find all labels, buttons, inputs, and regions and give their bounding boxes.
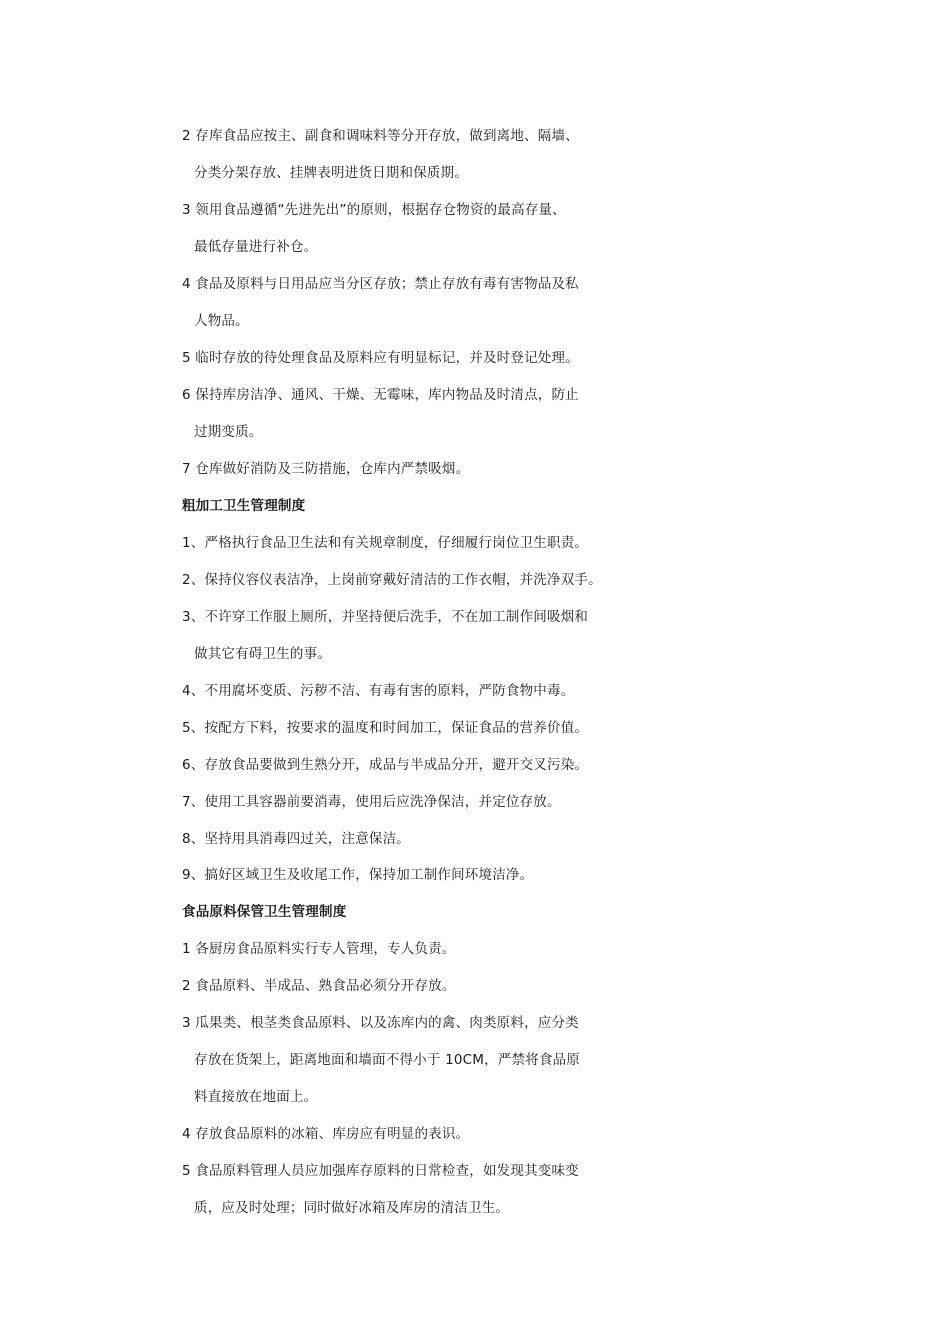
- material-rule-2: 2 食品原料、半成品、熟食品必须分开存放。: [182, 978, 456, 994]
- material-rule-3-cont: 存放在货架上，距离地面和墙面不得小于 10CM，严禁将食品原: [194, 1052, 581, 1068]
- storage-rule-4-cont: 人物品。: [194, 313, 249, 329]
- material-rule-4: 4 存放食品原料的冰箱、库房应有明显的表识。: [182, 1126, 470, 1142]
- material-rule-3-cont-2: 料直接放在地面上。: [194, 1089, 318, 1105]
- storage-rule-6-cont: 过期变质。: [194, 424, 263, 440]
- storage-rule-6: 6 保持库房洁净、通风、干燥、无霉味，库内物品及时清点，防止: [182, 387, 579, 403]
- section-heading-rough-processing: 粗加工卫生管理制度: [182, 498, 306, 514]
- processing-rule-2: 2、保持仪容仪表洁净，上岗前穿戴好清洁的工作衣帽，并洗净双手。: [182, 572, 602, 588]
- material-rule-1: 1 各厨房食品原料实行专人管理，专人负责。: [182, 941, 456, 957]
- material-rule-5: 5 食品原料管理人员应加强库存原料的日常检查，如发现其变味变: [182, 1163, 579, 1179]
- section-heading-raw-material-storage: 食品原料保管卫生管理制度: [182, 904, 347, 920]
- storage-rule-7: 7 仓库做好消防及三防措施，仓库内严禁吸烟。: [182, 461, 470, 477]
- processing-rule-3: 3、不许穿工作服上厕所，并坚持便后洗手，不在加工制作间吸烟和: [182, 609, 589, 625]
- storage-rule-5: 5 临时存放的待处理食品及原料应有明显标记，并及时登记处理。: [182, 350, 579, 366]
- storage-rule-2: 2 存库食品应按主、副食和调味料等分开存放，做到离地、隔墙、: [182, 128, 579, 144]
- processing-rule-7: 7、使用工具容器前要消毒，使用后应洗净保洁，并定位存放。: [182, 794, 561, 810]
- storage-rule-2-cont: 分类分架存放、挂牌表明进货日期和保质期。: [194, 165, 468, 181]
- processing-rule-3-cont: 做其它有碍卫生的事。: [194, 646, 331, 662]
- storage-rule-3: 3 领用食品遵循“先进先出”的原则，根据存仓物资的最高存量、: [182, 202, 566, 218]
- material-rule-3: 3 瓜果类、根茎类食品原料、以及冻库内的禽、肉类原料，应分类: [182, 1015, 579, 1031]
- processing-rule-8: 8、坚持用具消毒四过关，注意保洁。: [182, 831, 410, 847]
- processing-rule-6: 6、存放食品要做到生熟分开，成品与半成品分开，避开交叉污染。: [182, 757, 589, 773]
- material-rule-5-cont: 质，应及时处理；同时做好冰箱及库房的清洁卫生。: [194, 1200, 510, 1216]
- processing-rule-4: 4、不用腐坏变质、污秽不洁、有毒有害的原料，严防食物中毒。: [182, 683, 575, 699]
- processing-rule-1: 1、严格执行食品卫生法和有关规章制度，仔细履行岗位卫生职责。: [182, 535, 589, 551]
- storage-rule-4: 4 食品及原料与日用品应当分区存放；禁止存放有毒有害物品及私: [182, 276, 579, 292]
- storage-rule-3-cont: 最低存量进行补仓。: [194, 239, 318, 255]
- processing-rule-9: 9、搞好区域卫生及收尾工作，保持加工制作间环境洁净。: [182, 867, 534, 883]
- processing-rule-5: 5、按配方下料，按要求的温度和时间加工，保证食品的营养价值。: [182, 720, 589, 736]
